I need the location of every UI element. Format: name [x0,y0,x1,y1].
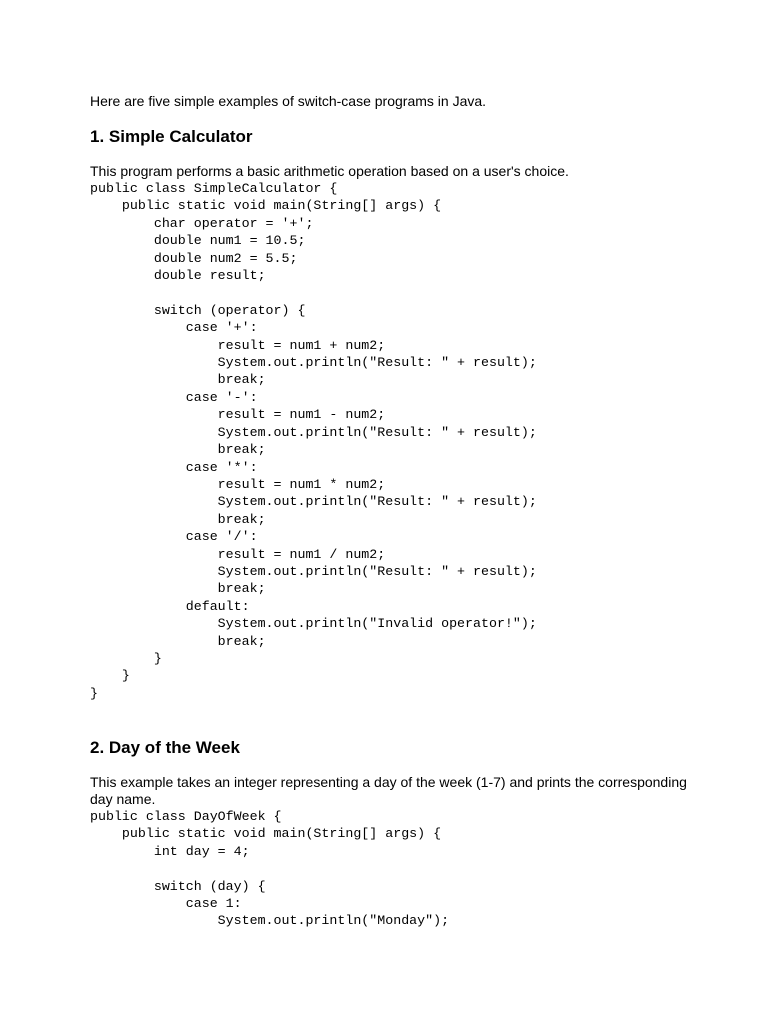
section-description-day-of-week: This example takes an integer representing a day of the week (1-7) and prints the corresponding day name. [90,774,687,807]
code-block-day-of-week: public class DayOfWeek { public static void main(String[] args) { int day = 4; switch (day) { case 1: System.out.println("Monday"); [90,809,450,929]
intro-paragraph: Here are five simple examples of switch-case programs in Java. [90,93,487,109]
section-heading-day-of-week: 2. Day of the Week [90,738,240,757]
section-heading-simple-calculator: 1. Simple Calculator [90,127,253,146]
code-block-simple-calculator: public class SimpleCalculator { public static void main(String[] args) { char operator = '+'; double num1 = 10.5; double num2 = 5.5; double result; switch (operator) { case '+': result = num1 + num2; System.out.println("Result: " + result); break; case '-': result = num1 - num2; System.out.println("Result: " + result); break; case '*': result = num1 * num2; System.out.println("Result: " + result); break; case '/': result = num1 / num2; System.out.println("Result: " + result); break; default: System.out.println("Invalid operator!"); break; } } } [90,181,537,701]
section-description-simple-calculator: This program performs a basic arithmetic operation based on a user's choice. [90,163,569,179]
